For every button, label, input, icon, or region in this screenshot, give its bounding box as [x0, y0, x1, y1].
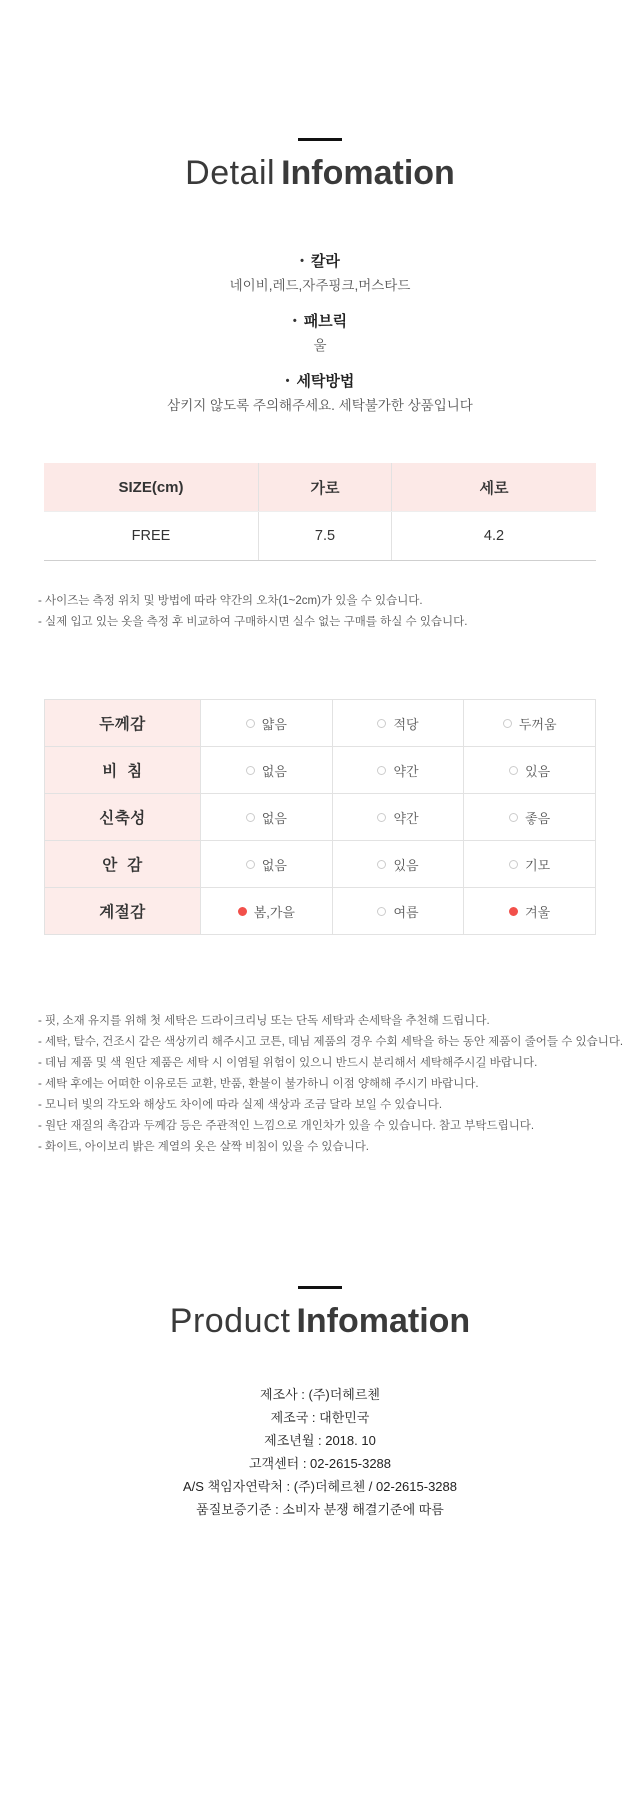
spec-bullet-item [0, 311, 640, 355]
radio-unselected-icon [246, 766, 255, 775]
size-table-cell: 4.2 [391, 512, 596, 560]
manufacturer-info-line: 품질보증기준 : 소비자 분쟁 해결기준에 따름 [196, 1502, 444, 1517]
attribute-option-label: 약간 [393, 810, 419, 826]
spec-label: • 칼라 [300, 253, 340, 270]
care-note-line: - 모니터 빛의 각도와 해상도 차이에 따라 실제 색상과 조금 달라 보일 수 있습니다. [38, 1099, 443, 1111]
product-section-title [0, 1301, 640, 1341]
attribute-label: 안 감 [45, 841, 200, 887]
spec-bullet-list [0, 251, 640, 415]
attribute-option-label: 있음 [393, 857, 419, 873]
attribute-row [45, 747, 595, 794]
size-note-line: - 사이즈는 측정 위치 및 방법에 따라 약간의 오차(1~2cm)가 있을 수 있습니다. [38, 595, 423, 607]
radio-unselected-icon [509, 813, 518, 822]
spec-label: • 세탁방법 [285, 373, 355, 390]
care-note-line: - 세탁, 탈수, 건조시 같은 색상끼리 해주시고 코튼, 데님 제품의 경우 수회 세탁을 하는 동안 제품이 줄어들 수 있습니다. [38, 1036, 624, 1048]
care-note-line: - 데님 제품 및 색 원단 제품은 세탁 시 이염될 위험이 있으니 반드시 분리해서 세탁해주시길 바랍니다. [38, 1057, 538, 1069]
attribute-option-label: 약간 [393, 763, 419, 779]
size-table-cell: FREE [131, 528, 171, 544]
product-title-bold: Infomation [296, 1302, 471, 1340]
size-notes [38, 591, 640, 633]
attribute-option [463, 700, 595, 746]
attribute-option-label: 얇음 [261, 716, 287, 732]
fabric-attribute-table [44, 699, 596, 935]
attribute-option-label: 없음 [261, 763, 287, 779]
attribute-option [463, 747, 595, 793]
attribute-option-label: 겨울 [525, 904, 551, 920]
manufacturer-info-line: A/S 책임자연락처 : (주)더헤르첸 / 02-2615-3288 [183, 1479, 457, 1494]
detail-title-light: Detail [185, 154, 276, 192]
detail-title-bold: Infomation [281, 154, 455, 192]
attribute-option [200, 700, 332, 746]
attribute-row [45, 841, 595, 888]
attribute-option [200, 747, 332, 793]
care-note-line: - 핏, 소재 유지를 위해 첫 세탁은 드라이크리닝 또는 단독 세탁과 손세탁을 추천해 드립니다. [38, 1015, 490, 1027]
attribute-option [200, 841, 332, 887]
attribute-label: 비 침 [45, 747, 200, 793]
size-table-header-cell: 가로 [258, 463, 391, 511]
size-table-header-row [44, 463, 596, 512]
radio-unselected-icon [377, 813, 386, 822]
attribute-row [45, 888, 595, 935]
detail-section-title [0, 153, 640, 193]
attribute-option-label: 두꺼움 [518, 716, 557, 732]
bullet-icon: • [285, 375, 290, 387]
attribute-option [200, 888, 332, 934]
radio-unselected-icon [246, 813, 255, 822]
radio-unselected-icon [377, 907, 386, 916]
attribute-label: 두께감 [45, 700, 200, 746]
attribute-option-label: 봄,가을 [253, 904, 295, 920]
product-detail-page [0, 138, 640, 1521]
size-table-cell: 7.5 [258, 512, 391, 560]
attribute-row [45, 700, 595, 747]
attribute-option-label: 있음 [525, 763, 551, 779]
radio-unselected-icon [503, 719, 512, 728]
attribute-option-label: 없음 [261, 857, 287, 873]
section-divider-line [298, 1286, 342, 1289]
size-table [44, 463, 596, 561]
product-information-section [0, 1286, 640, 1521]
radio-unselected-icon [509, 860, 518, 869]
attribute-option [332, 747, 464, 793]
attribute-option-label: 없음 [261, 810, 287, 826]
section-divider-line [298, 138, 342, 141]
radio-unselected-icon [246, 719, 255, 728]
radio-unselected-icon [377, 860, 386, 869]
radio-unselected-icon [377, 766, 386, 775]
manufacturer-info-line: 고객센터 : 02-2615-3288 [248, 1456, 392, 1471]
care-note-line: - 세탁 후에는 어떠한 이유로든 교환, 반품, 환불이 불가하니 이점 양해해 주시기 바랍니다. [38, 1078, 479, 1090]
care-note-line: - 원단 재질의 촉감과 두께감 등은 주관적인 느낌으로 개인차가 있을 수 있습니다. 참고 부탁드립니다. [38, 1120, 535, 1132]
attribute-option [463, 794, 595, 840]
radio-selected-icon [509, 907, 518, 916]
manufacturer-info-line: 제조년월 : 2018. 10 [264, 1433, 376, 1448]
product-title-light: Product [169, 1302, 291, 1340]
manufacturer-info-list [0, 1383, 640, 1521]
size-table-header-cell: 세로 [391, 463, 596, 511]
spec-value: 울 [313, 338, 327, 353]
care-note-line: - 화이트, 아이보리 밝은 계열의 옷은 살짝 비침이 있을 수 있습니다. [38, 1141, 370, 1153]
radio-unselected-icon [509, 766, 518, 775]
bullet-icon: • [300, 255, 304, 267]
attribute-label: 신축성 [45, 794, 200, 840]
bullet-icon: • [292, 315, 297, 327]
attribute-option [463, 841, 595, 887]
attribute-row [45, 794, 595, 841]
size-table-header-cell: SIZE(cm) [118, 478, 184, 496]
attribute-option [200, 794, 332, 840]
spec-value: 삼키지 않도록 주의해주세요. 세탁불가한 상품입니다 [167, 398, 473, 413]
spec-value: 네이비,레드,자주핑크,머스타드 [229, 278, 411, 293]
attribute-label: 계절감 [45, 888, 200, 934]
attribute-option [332, 841, 464, 887]
size-note-line: - 실제 입고 있는 옷을 측정 후 비교하여 구매하시면 실수 없는 구매를 하실 수 있습니다. [38, 616, 468, 628]
size-table-row [44, 512, 596, 561]
radio-unselected-icon [246, 860, 255, 869]
spec-label: • 패브릭 [292, 313, 348, 330]
spec-bullet-item [0, 371, 640, 415]
manufacturer-info-line: 제조국 : 대한민국 [270, 1410, 370, 1425]
radio-selected-icon [238, 907, 247, 916]
attribute-option-label: 적당 [393, 716, 419, 732]
attribute-option-label: 여름 [393, 904, 419, 920]
attribute-option [463, 888, 595, 934]
attribute-option [332, 888, 464, 934]
manufacturer-info-line: 제조사 : (주)더헤르첸 [260, 1387, 380, 1402]
detail-information-section [0, 138, 640, 1158]
attribute-option-label: 기모 [525, 857, 551, 873]
spec-bullet-item [0, 251, 640, 295]
attribute-option [332, 794, 464, 840]
radio-unselected-icon [377, 719, 386, 728]
attribute-option [332, 700, 464, 746]
attribute-option-label: 좋음 [525, 810, 551, 826]
care-notes [38, 1011, 640, 1158]
